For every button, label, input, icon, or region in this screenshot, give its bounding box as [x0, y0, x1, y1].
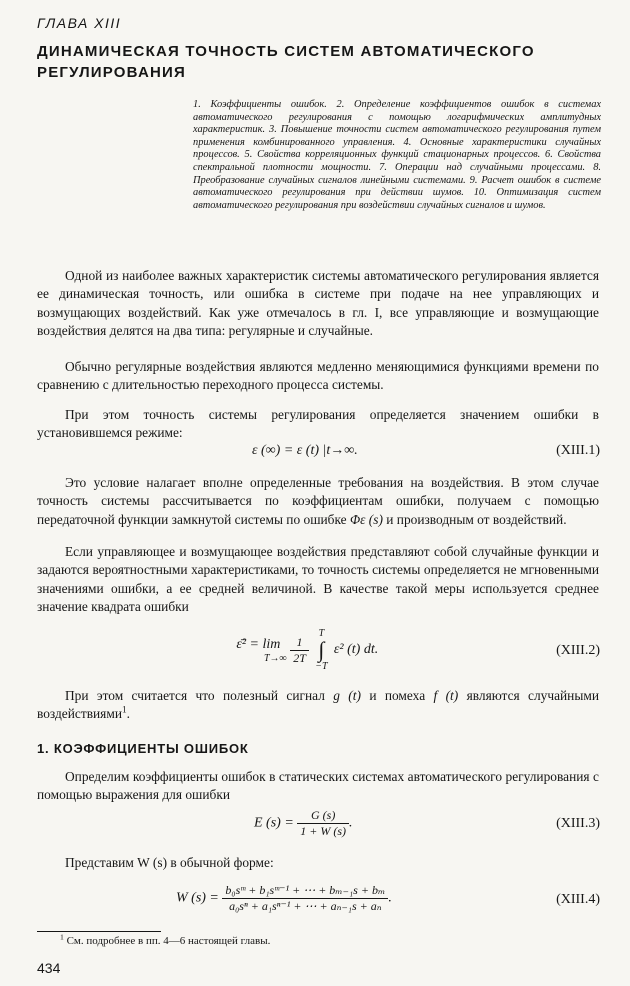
paragraph-7-text: Определим коэффициенты ошибок в статических системах автоматического регулирования с помощью выражения для ошибки: [37, 769, 599, 803]
paragraph-4-symbol: Φε (s): [349, 511, 383, 527]
equation-xiii-3: E (s) = $\frac{G (s)}{1 + W (s)}$ .: [254, 808, 353, 838]
paragraph-1: [37, 267, 599, 341]
eq4-frac-num: b₀sᵐ + b₁sᵐ⁻¹ + ⋯ + bₘ₋₁s + bₘ: [222, 883, 388, 899]
paragraph-5: [37, 543, 599, 617]
integral-sign-icon: ∫: [318, 637, 325, 662]
paragraph-6-text-b: являются случайными воздействиями: [37, 688, 599, 722]
paragraph-4-text-b: и производным от воздействий.: [386, 511, 567, 527]
paragraph-2-text: Обычно регулярные воздействия являются медленно меняющимися функциями времени по сравнению с длительностью переходного процесса системы.: [37, 359, 599, 393]
equation-number-xiii-3: (XIII.3): [556, 816, 600, 831]
equation-xiii-1: ε (∞) = ε (t) |t→∞.: [252, 443, 358, 458]
eq4-lhs: W (s) =: [176, 890, 219, 906]
footnote-text: См. подробнее в пп. 4—6 настоящей главы.: [66, 935, 271, 947]
equation-number-xiii-2: (XIII.2): [556, 643, 600, 658]
eq2-fraction: [290, 635, 309, 666]
eq2-frac-num: 1: [290, 635, 309, 651]
eq2-lhs: ε̄² = lim: [236, 636, 281, 652]
eq2-frac-den: 2T: [293, 650, 306, 665]
paragraph-2: [37, 358, 599, 395]
eq2-lower-limit: −T: [315, 661, 328, 672]
paragraph-6-and: и помеха: [369, 688, 426, 703]
page-number: 434: [37, 960, 61, 976]
paragraph-8: [37, 854, 599, 872]
eq2-upper-limit: T: [318, 628, 325, 639]
eq3-lhs: E (s) =: [254, 815, 294, 831]
paragraph-8-text: Представим W (s) в обычной форме:: [65, 855, 274, 870]
paragraph-1-text: Одной из наиболее важных характеристик системы автоматического регулирования является ее динамическая точность, или ошибка в системе при подаче на нее управляющих и возмущающих воздействий. Как уже отмечалось в гл. I, все управляющие и возмущающие воздействия делятся на два типа: регулярные и случайные.: [37, 268, 599, 339]
eq4-fraction: [222, 883, 388, 914]
paragraph-6-f: f (t): [433, 688, 459, 703]
equation-number-xiii-4: (XIII.4): [556, 892, 600, 907]
equation-xiii-4: W (s) = $\frac{\text{b₀sᵐ + b₁sᵐ⁻¹ + ⋯ + bₘ₋₁s + bₘ}}{\text{a₀sⁿ + a₁sⁿ⁻¹ + ⋯ + aₙ₋₁s + aₙ}}$ .: [176, 883, 392, 913]
chapter-contents-abstract: 1. Коэффициенты ошибок. 2. Определение коэффициентов ошибок в системах автоматического регулирования с помощью логарифмических амплитудных характеристик. 3. Повышение точности систем автоматического регулирования путем применения комбинированного управления. 4. Основные характеристики случайных процессов. 5. Свойства корреляционных функций стационарных процессов. 6. Свойства спектральной плотности мощности. 7. Операции над случайными процессами. 8. Преобразование случайных сигналов линейными системами. 9. Расчет ошибок в системе автоматического регулирования при действии шумов. 10. Оптимизация систем автоматического регулирования при воздействии случайных сигналов и шумов.: [193, 99, 601, 211]
equation-number-xiii-1: (XIII.1): [556, 443, 600, 458]
paragraph-5-text: Если управляющее и возмущающее воздействия представляют собой случайные функции и задаются вероятностными характеристиками, то точность системы определяется не мгновенными значениями ошибки, а ее средней величиной. В качестве такой меры используется среднее значение квадрата ошибки: [37, 544, 599, 615]
chapter-title-line-1: ДИНАМИЧЕСКАЯ ТОЧНОСТЬ СИСТЕМ АВТОМАТИЧЕСКОГО: [37, 43, 535, 60]
eq3-fraction: [297, 808, 349, 839]
footnote-divider: [37, 931, 161, 932]
footnote-mark: 1: [60, 932, 64, 942]
footnote-ref[interactable]: 1: [121, 705, 127, 716]
paragraph-7: [37, 768, 599, 805]
eq3-frac-num: G (s): [297, 808, 349, 824]
chapter-title: [37, 41, 597, 83]
chapter-title-line-2: РЕГУЛИРОВАНИЯ: [37, 64, 186, 81]
section-heading-1: 1. КОЭФФИЦИЕНТЫ ОШИБОК: [37, 741, 249, 756]
paragraph-4-text-a: Это условие налагает вполне определенные требования на воздействия. В этом случае точность системы рассчитывается по коэффициентам ошибки, получаем с помощью передаточной функции замкнутой системы по ошибке: [37, 475, 599, 527]
paragraph-3-text: При этом точность системы регулирования определяется значением ошибки в установившемся режиме:: [37, 407, 599, 441]
eq4-frac-den: a₀sⁿ + a₁sⁿ⁻¹ + ⋯ + aₙ₋₁s + aₙ: [229, 899, 382, 913]
paragraph-6-end: .: [126, 706, 131, 722]
paragraph-4: [37, 474, 599, 529]
paragraph-3: [37, 406, 599, 443]
equation-xiii-2: [230, 628, 378, 674]
eq2-limit-sub: T→∞: [264, 652, 287, 664]
chapter-label: ГЛАВА XIII: [37, 15, 122, 31]
paragraph-6: [37, 687, 599, 724]
paragraph-6-g: g (t): [333, 688, 361, 703]
eq2-integrand: ε² (t) dt.: [333, 642, 379, 657]
eq3-frac-den: 1 + W (s): [300, 824, 347, 838]
footnote: [60, 932, 271, 947]
paragraph-6-text-a: При этом считается что полезный сигнал: [65, 688, 325, 703]
